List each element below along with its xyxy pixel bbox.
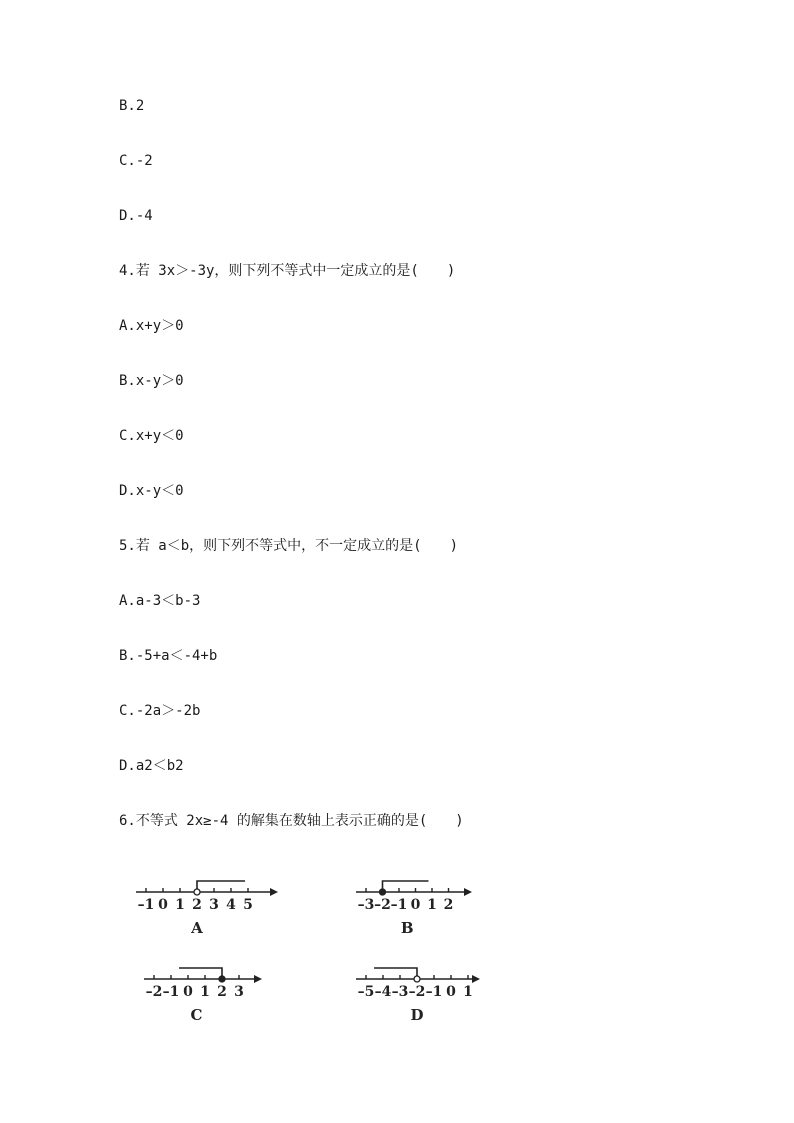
tick-label: 0 [446, 984, 456, 1000]
tick-label: 1 [463, 984, 473, 1000]
option-d-q4: D.x-y＜0 [119, 483, 184, 499]
question-6: 6.不等式 2x≥-4 的解集在数轴上表示正确的是( ) [119, 813, 464, 829]
question-4: 4.若 3x＞-3y，则下列不等式中一定成立的是( ) [119, 263, 456, 279]
closed-endpoint [219, 976, 225, 982]
closed-endpoint [380, 889, 386, 895]
number-line-c [144, 968, 262, 1024]
tick-label: 2 [443, 897, 454, 913]
option-label: B [400, 919, 414, 937]
axis-arrow [464, 888, 472, 896]
tick-label: –2 [374, 897, 391, 913]
option-b-q5: B.-5+a＜-4+b [119, 648, 218, 664]
option-b-q4: B.x-y＞0 [119, 373, 184, 389]
number-line-figure [120, 855, 500, 1035]
tick-label: –2 [408, 984, 426, 1000]
open-endpoint [414, 976, 420, 982]
axis-arrow [254, 975, 262, 983]
tick-label: –1 [425, 984, 443, 1000]
tick-label: –1 [390, 897, 408, 913]
solution-ray [383, 881, 429, 890]
tick-label: –5 [357, 984, 375, 1000]
tick-label: 1 [427, 897, 437, 913]
tick-label: 3 [234, 984, 244, 1000]
solution-ray [374, 968, 417, 977]
tick-label: 5 [243, 897, 253, 913]
option-a-q5: A.a-3＜b-3 [119, 593, 201, 609]
option-c-q5: C.-2a＞-2b [119, 703, 201, 719]
axis-arrow [270, 888, 278, 896]
option-d-q3: D.-4 [119, 208, 153, 224]
number-line-a [136, 881, 278, 937]
tick-label: –1 [162, 984, 180, 1000]
tick-label: 0 [410, 897, 421, 913]
tick-label: 2 [192, 897, 202, 913]
option-c-q3: C.-2 [119, 153, 153, 169]
number-line-b [356, 881, 472, 937]
tick-label: –2 [145, 984, 163, 1000]
tick-label: 0 [158, 897, 168, 913]
option-label: C [190, 1006, 203, 1024]
option-label: D [410, 1006, 424, 1024]
solution-ray [197, 881, 245, 890]
axis-arrow [472, 975, 480, 983]
tick-label: –3 [357, 897, 375, 913]
tick-label: 3 [209, 897, 219, 913]
tick-label: 2 [217, 984, 227, 1000]
tick-label: –4 [374, 984, 392, 1000]
option-label: A [191, 919, 203, 937]
tick-label: 1 [175, 897, 185, 913]
option-b-q3: B.2 [119, 98, 145, 114]
question-5: 5.若 a＜b，则下列不等式中，不一定成立的是( ) [119, 538, 458, 554]
option-d-q5: D.a2＜b2 [119, 758, 184, 774]
tick-label: 1 [200, 984, 210, 1000]
option-c-q4: C.x+y＜0 [119, 428, 184, 444]
tick-label: 4 [226, 897, 236, 913]
tick-label: –1 [137, 897, 155, 913]
option-a-q4: A.x+y＞0 [119, 318, 184, 334]
tick-label: –3 [391, 984, 409, 1000]
number-line-d [356, 968, 480, 1024]
open-endpoint [194, 889, 200, 895]
tick-label: 0 [183, 984, 193, 1000]
solution-ray [179, 968, 222, 977]
